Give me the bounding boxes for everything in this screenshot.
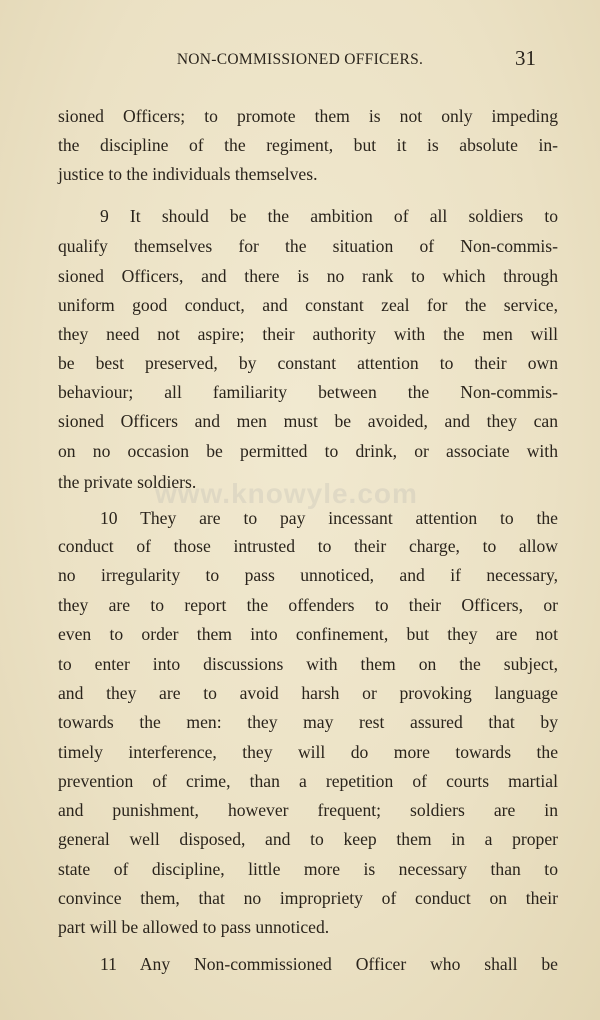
- paragraph-11-start: 11 Any Non-commissioned Officer who shall be: [100, 954, 558, 974]
- text-line: even to order them into confinement, but they are not: [58, 624, 558, 644]
- text-line: sioned Officers; to promote them is not only impeding: [58, 106, 558, 126]
- paragraph-9-start: 9 It should be the ambition of all soldiers to: [100, 206, 558, 226]
- text-line: qualify themselves for the situation of Non-commis-: [58, 236, 558, 256]
- text-line: prevention of crime, than a repetition of courts martial: [58, 771, 558, 791]
- text-line: state of discipline, little more is necessary than to: [58, 859, 558, 879]
- text-line: to enter into discussions with them on the subject,: [58, 654, 558, 674]
- text-line: and punishment, however frequent; soldiers are in: [58, 800, 558, 820]
- text-line: be best preserved, by constant attention to their own: [58, 353, 558, 373]
- text-line: sioned Officers and men must be avoided, and they can: [58, 411, 558, 431]
- text-line: general well disposed, and to keep them in a proper: [58, 829, 558, 849]
- text-line: timely interference, they will do more towards the: [58, 742, 558, 762]
- text-line: they are to report the offenders to their Officers, or: [58, 595, 558, 615]
- text-line: behaviour; all familiarity between the Non-commis-: [58, 382, 558, 402]
- text-line: no irregularity to pass unnoticed, and if necessary,: [58, 565, 558, 585]
- text-line: towards the men: they may rest assured that by: [58, 712, 558, 732]
- text-line: justice to the individuals themselves.: [58, 164, 318, 184]
- text-line: part will be allowed to pass unnoticed.: [58, 917, 330, 937]
- paragraph-10-start: 10 They are to pay incessant attention to the: [100, 508, 558, 528]
- page-number: 31: [515, 46, 536, 70]
- watermark: www.knowyle.com: [155, 478, 418, 509]
- text-line: conduct of those intrusted to their charge, to allow: [58, 536, 558, 556]
- text-line: on no occasion be permitted to drink, or associate with: [58, 441, 558, 461]
- text-line: uniform good conduct, and constant zeal for the service,: [58, 295, 558, 315]
- text-line: and they are to avoid harsh or provoking language: [58, 683, 558, 703]
- text-line: the discipline of the regiment, but it is absolute in-: [58, 135, 558, 155]
- running-head: NON-COMMISSIONED OFFICERS.: [176, 51, 424, 68]
- text-line: the private soldiers.: [58, 472, 197, 492]
- text-line: convince them, that no impropriety of conduct on their: [58, 888, 558, 908]
- text-line: they need not aspire; their authority with the men will: [58, 324, 558, 344]
- text-line: sioned Officers, and there is no rank to which through: [58, 266, 558, 286]
